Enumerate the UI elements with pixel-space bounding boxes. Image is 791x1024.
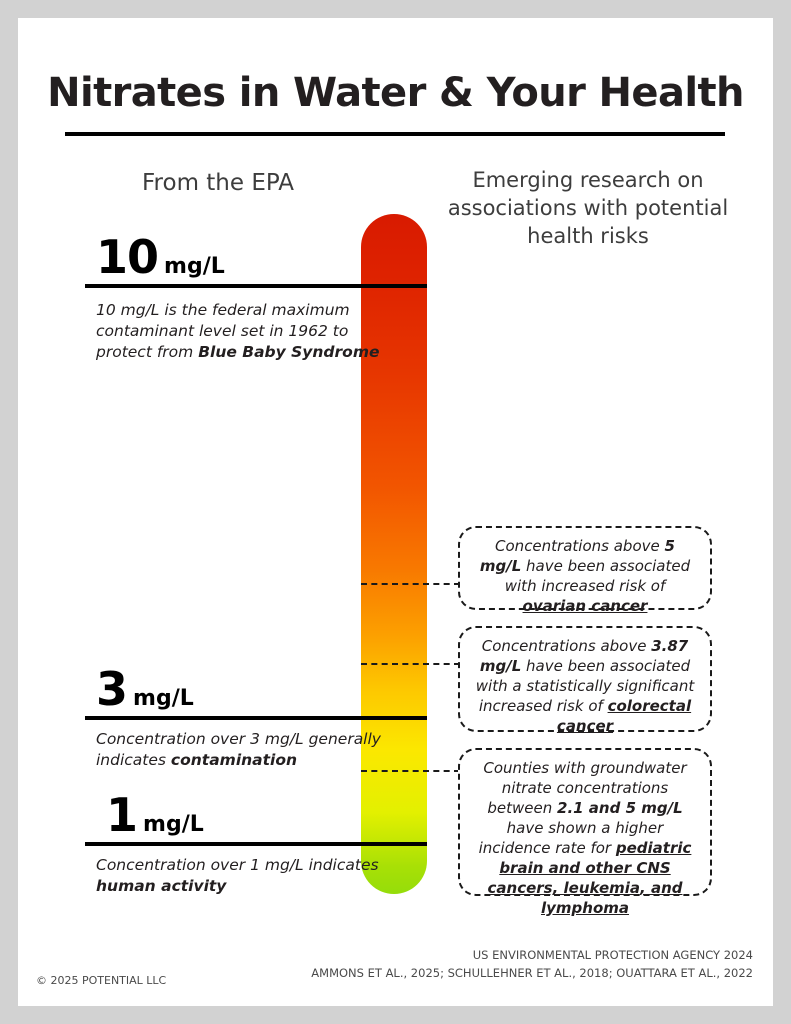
callout-2-value: 3.87 mg/L — [479, 637, 689, 675]
right-column-heading: Emerging research on associations with potential health risks — [447, 168, 729, 248]
level-rule-3 — [85, 716, 427, 720]
source-line-2: AMMONS ET AL., 2025; SCHULLEHNER ET AL., 2018; OUATTARA ET AL., 2022 — [311, 966, 753, 980]
level-unit-10: mg/L — [164, 254, 225, 279]
level-label-1 — [106, 788, 204, 842]
level-description-3-emphasis: contamination — [170, 751, 298, 769]
level-value-3: 3 — [96, 662, 128, 716]
leader-line-colorectal-cancer — [361, 663, 460, 665]
infographic-page — [18, 18, 773, 1006]
level-unit-3: mg/L — [133, 686, 194, 711]
callout-3-line2: have shown a — [506, 819, 611, 837]
callout-2-line3: associated with a statistically significant increased risk of — [475, 657, 695, 715]
callout-3-line3: higher incidence rate for — [478, 819, 664, 857]
level-value-10: 10 — [96, 230, 159, 284]
left-column-heading: From the EPA — [141, 170, 294, 196]
callout-2-line1: Concentrations above — [481, 637, 647, 655]
callout-1-line3: with increased risk of — [504, 577, 666, 595]
level-description-3 — [96, 729, 386, 771]
leader-line-ovarian-cancer — [361, 583, 460, 585]
callout-2-line2: have been — [521, 657, 606, 675]
level-unit-1: mg/L — [143, 812, 204, 837]
level-label-10 — [96, 230, 225, 284]
level-description-10-emphasis: Blue Baby Syndrome — [198, 343, 380, 361]
source-line-1: US ENVIRONMENTAL PROTECTION AGENCY 2024 — [472, 948, 753, 962]
level-description-3-text: Concentration over 3 mg/L generally indicates — [96, 730, 381, 769]
level-label-3 — [96, 662, 194, 716]
callout-ovarian-cancer — [458, 526, 712, 615]
copyright-notice: © 2025 POTENTIAL LLC — [36, 974, 167, 987]
level-description-10-text: 10 mg/L is the federal maximum contaminant level set in 1962 to protect from — [96, 301, 350, 361]
level-description-1-emphasis: human activity — [96, 877, 227, 895]
callout-3-line1: Counties with groundwater nitrate concentrations between — [483, 759, 687, 817]
leader-line-pediatric-cancers — [361, 770, 460, 772]
callout-pediatric-cancers — [458, 748, 712, 917]
callout-1-value: 5 mg/L — [479, 537, 675, 575]
callout-3-value: 2.1 and 5 mg/L — [557, 799, 683, 817]
callout-3-condition: pediatric brain and other CNS cancers, leukemia, and lymphoma — [487, 839, 692, 917]
level-rule-10 — [85, 284, 427, 288]
title-divider — [65, 132, 725, 136]
level-description-1 — [96, 855, 386, 897]
level-description-1-text: Concentration over 1 mg/L indicates — [96, 856, 379, 874]
callout-1-line1: Concentrations above — [495, 537, 660, 555]
level-value-1: 1 — [106, 788, 138, 842]
callout-1-condition: ovarian cancer — [522, 597, 648, 615]
callout-colorectal-cancer — [458, 626, 712, 735]
page-title: Nitrates in Water & Your Health — [47, 70, 744, 116]
callout-2-condition: colorectal cancer — [556, 697, 692, 735]
level-rule-1 — [85, 842, 427, 846]
callout-1-line2: have been associated — [521, 557, 691, 575]
source-citations — [293, 946, 753, 982]
level-description-10 — [96, 300, 386, 363]
